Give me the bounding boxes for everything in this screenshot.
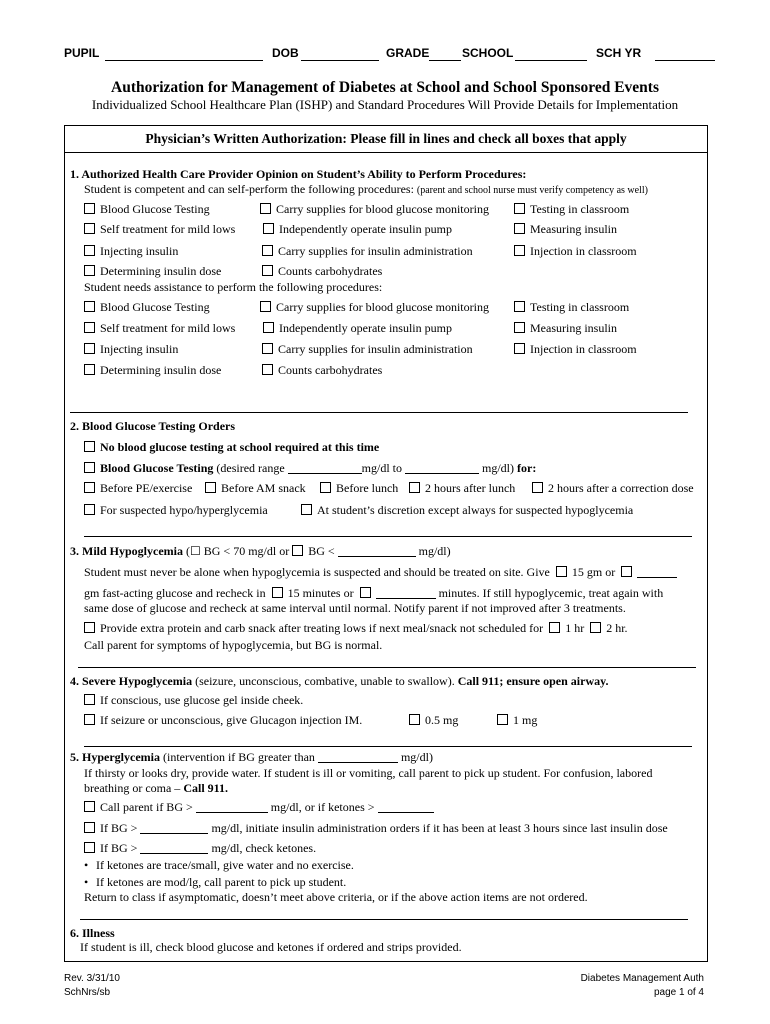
bullet-icon: • bbox=[84, 858, 89, 872]
checkbox[interactable] bbox=[84, 842, 95, 853]
checkbox[interactable] bbox=[262, 245, 273, 256]
fill-in-blank[interactable] bbox=[318, 752, 398, 763]
divider bbox=[84, 746, 692, 747]
divider bbox=[84, 536, 692, 537]
before-am-snack[interactable]: Before AM snack bbox=[205, 481, 306, 496]
checkbox[interactable] bbox=[260, 301, 271, 312]
section-6-heading: 6. Illness bbox=[70, 926, 115, 940]
pupil-label: PUPIL bbox=[64, 46, 100, 60]
competent-self-treat[interactable]: Self treatment for mild lows bbox=[84, 222, 235, 237]
section-5-heading: 5. Hyperglycemia (intervention if BG greater than mg/dl) bbox=[70, 750, 433, 764]
checkbox[interactable] bbox=[556, 566, 567, 577]
bg-testing-option[interactable]: Blood Glucose Testing (desired range mg/dl to mg/dl) for: bbox=[84, 461, 536, 476]
competent-testing-classroom[interactable]: Testing in classroom bbox=[514, 202, 629, 217]
box-title: Physician’s Written Authorization: Please fill in lines and check all boxes that apply bbox=[145, 131, 627, 146]
ketone-small: • If ketones are trace/small, give water and no exercise. bbox=[84, 858, 354, 872]
checkbox[interactable] bbox=[263, 322, 274, 333]
school-label: SCHOOL bbox=[462, 46, 514, 60]
section-1-heading: 1. Authorized Health Care Provider Opinion on Student’s Ability to Perform Procedures: bbox=[70, 167, 527, 181]
dob-label: DOB bbox=[272, 46, 299, 60]
revision-date: Rev. 3/31/10 bbox=[64, 973, 120, 984]
check-ketones-option[interactable]: If BG > mg/dl, check ketones. bbox=[84, 841, 316, 856]
checkbox[interactable] bbox=[272, 587, 283, 598]
section-3-heading: 3. Mild Hypoglycemia (☐ BG < 70 mg/dl or BG < mg/dl) bbox=[70, 544, 451, 558]
initials: SchNrs/sb bbox=[64, 987, 111, 998]
checkbox[interactable] bbox=[84, 223, 95, 234]
no-testing-option[interactable]: No blood glucose testing at school required at this time bbox=[84, 440, 379, 455]
assist-dose[interactable]: Determining insulin dose bbox=[84, 363, 221, 378]
after-correction[interactable]: 2 hours after a correction dose bbox=[532, 481, 694, 496]
checkbox[interactable] bbox=[84, 714, 95, 725]
call-parent-option[interactable]: Call parent if BG > mg/dl, or if ketones > bbox=[84, 800, 434, 815]
bullet-icon: • bbox=[84, 875, 89, 889]
sch-yr-label: SCH YR bbox=[596, 46, 642, 60]
checkbox[interactable] bbox=[84, 694, 95, 705]
checkbox[interactable] bbox=[549, 622, 560, 633]
fill-in-blank[interactable] bbox=[378, 802, 434, 813]
before-pe[interactable]: Before PE/exercise bbox=[84, 481, 192, 496]
before-lunch[interactable]: Before lunch bbox=[320, 481, 398, 496]
fill-in-blank[interactable] bbox=[140, 823, 208, 834]
checkbox[interactable] bbox=[84, 301, 95, 312]
assist-testing-classroom[interactable]: Testing in classroom bbox=[514, 300, 629, 315]
checkbox[interactable] bbox=[360, 587, 371, 598]
grade-label: GRADE bbox=[386, 46, 430, 60]
document-title: Authorization for Management of Diabetes at School and School Sponsored Events bbox=[111, 79, 659, 96]
competent-carry-insulin[interactable]: Carry supplies for insulin administration bbox=[262, 244, 473, 259]
checkbox[interactable] bbox=[84, 462, 95, 473]
fill-in-blank[interactable] bbox=[140, 843, 208, 854]
section-2-heading: 2. Blood Glucose Testing Orders bbox=[70, 419, 236, 433]
fill-in-blank[interactable] bbox=[405, 463, 479, 474]
competent-injecting[interactable]: Injecting insulin bbox=[84, 244, 178, 259]
fill-in-blank[interactable] bbox=[376, 588, 436, 599]
assist-bg-testing[interactable]: Blood Glucose Testing bbox=[84, 300, 210, 315]
assist-carbs[interactable]: Counts carbohydrates bbox=[262, 363, 382, 378]
checkbox[interactable] bbox=[292, 545, 303, 556]
competent-text: Student is competent and can self-perform the following procedures: (parent and school nurse must verify competency as well) bbox=[84, 182, 648, 196]
call-parent-text: Call parent for symptoms of hypoglycemia, but BG is normal. bbox=[84, 638, 383, 652]
checkbox[interactable] bbox=[84, 364, 95, 375]
competent-bg-testing[interactable]: Blood Glucose Testing bbox=[84, 202, 210, 217]
protein-option[interactable]: Provide extra protein and carb snack after treating lows if next meal/snack not scheduled for 1 hr 2 hr. bbox=[84, 621, 628, 636]
checkbox[interactable] bbox=[497, 714, 508, 725]
checkbox[interactable] bbox=[301, 504, 312, 515]
assist-measuring[interactable]: Measuring insulin bbox=[514, 321, 617, 336]
hyper-line-2: breathing or coma – Call 911. bbox=[84, 781, 228, 795]
assist-carry-insulin[interactable]: Carry supplies for insulin administration bbox=[262, 342, 473, 357]
suspected-option[interactable]: For suspected hypo/hyperglycemia bbox=[84, 503, 268, 518]
checkbox[interactable] bbox=[260, 203, 271, 214]
illness-text: If student is ill, check blood glucose and ketones if ordered and strips provided. bbox=[80, 940, 462, 954]
pupil-field[interactable] bbox=[105, 60, 263, 61]
page-number: page 1 of 4 bbox=[653, 987, 704, 998]
checkbox[interactable] bbox=[84, 245, 95, 256]
fill-in-blank[interactable] bbox=[338, 546, 416, 557]
insulin-orders-option[interactable]: If BG > mg/dl, initiate insulin administration orders if it has been at least 3 hours since last insulin dose bbox=[84, 821, 668, 836]
checkbox[interactable] bbox=[514, 343, 525, 354]
mild-line-1: Student must never be alone when hypoglycemia is suspected and should be treated on site. Give 15 gm or bbox=[84, 565, 677, 580]
checkbox[interactable] bbox=[205, 482, 216, 493]
checkbox[interactable] bbox=[532, 482, 543, 493]
checkbox[interactable] bbox=[84, 622, 95, 633]
assist-injecting[interactable]: Injecting insulin bbox=[84, 342, 178, 357]
checkbox[interactable] bbox=[84, 801, 95, 812]
divider bbox=[78, 667, 696, 668]
sch-yr-field[interactable] bbox=[655, 60, 715, 61]
fill-in-blank[interactable] bbox=[288, 463, 362, 474]
checkbox[interactable] bbox=[84, 504, 95, 515]
checkbox[interactable] bbox=[84, 203, 95, 214]
box-title-divider bbox=[64, 152, 708, 153]
assist-pump[interactable]: Independently operate insulin pump bbox=[263, 321, 452, 336]
fill-in-blank[interactable] bbox=[637, 567, 677, 578]
hyper-line-1: If thirsty or looks dry, provide water. If student is ill or vomiting, call parent to pick up student. For confusion, labored bbox=[84, 766, 653, 780]
dob-field[interactable] bbox=[301, 60, 379, 61]
competent-pump[interactable]: Independently operate insulin pump bbox=[263, 222, 452, 237]
checkbox[interactable] bbox=[514, 203, 525, 214]
competent-carry-bg[interactable]: Carry supplies for blood glucose monitoring bbox=[260, 202, 489, 217]
competent-carbs[interactable]: Counts carbohydrates bbox=[262, 264, 382, 279]
return-to-class: Return to class if asymptomatic, doesn’t meet above criteria, or if the above action items are not ordered. bbox=[84, 890, 588, 904]
assist-text: Student needs assistance to perform the following procedures: bbox=[84, 280, 383, 294]
checkbox[interactable] bbox=[263, 223, 274, 234]
assist-carry-bg[interactable]: Carry supplies for blood glucose monitoring bbox=[260, 300, 489, 315]
checkbox[interactable] bbox=[514, 223, 525, 234]
checkbox[interactable] bbox=[262, 364, 273, 375]
divider bbox=[80, 919, 688, 920]
checkbox[interactable] bbox=[84, 322, 95, 333]
mild-line-3: same dose of glucose and recheck at same interval until normal. Notify parent if not improved after 3 treatments. bbox=[84, 601, 626, 615]
competent-measuring[interactable]: Measuring insulin bbox=[514, 222, 617, 237]
glucagon-0-5mg[interactable]: 0.5 mg bbox=[409, 713, 458, 728]
mild-line-2: gm fast-acting glucose and recheck in 15 minutes or minutes. If still hypoglycemic, treat again with bbox=[84, 586, 664, 600]
fill-in-blank[interactable] bbox=[196, 802, 268, 813]
checkbox[interactable] bbox=[409, 482, 420, 493]
checkbox[interactable] bbox=[409, 714, 420, 725]
checkbox[interactable] bbox=[262, 265, 273, 276]
competent-injection-classroom[interactable]: Injection in classroom bbox=[514, 244, 637, 259]
ketone-mod: • If ketones are mod/lg, call parent to pick up student. bbox=[84, 875, 347, 889]
checkbox[interactable] bbox=[84, 343, 95, 354]
checkbox[interactable] bbox=[84, 441, 95, 452]
school-field[interactable] bbox=[515, 60, 587, 61]
checkbox[interactable] bbox=[84, 482, 95, 493]
glucose-gel-option[interactable]: If conscious, use glucose gel inside cheek. bbox=[84, 693, 303, 708]
assist-injection-classroom[interactable]: Injection in classroom bbox=[514, 342, 637, 357]
glucagon-option[interactable]: If seizure or unconscious, give Glucagon injection IM. bbox=[84, 713, 362, 728]
glucagon-1mg[interactable]: 1 mg bbox=[497, 713, 537, 728]
document-name: Diabetes Management Auth bbox=[580, 973, 704, 984]
checkbox[interactable] bbox=[84, 822, 95, 833]
grade-field[interactable] bbox=[429, 60, 461, 61]
assist-self-treat[interactable]: Self treatment for mild lows bbox=[84, 321, 235, 336]
checkbox[interactable] bbox=[262, 343, 273, 354]
after-lunch[interactable]: 2 hours after lunch bbox=[409, 481, 515, 496]
checkbox[interactable] bbox=[320, 482, 331, 493]
section-4-heading: 4. Severe Hypoglycemia (seizure, unconscious, combative, unable to swallow). Call 911; ensure open airway. bbox=[70, 674, 609, 688]
document-subtitle: Individualized School Healthcare Plan (ISHP) and Standard Procedures Will Provide Details for Implementation bbox=[91, 97, 679, 112]
competent-dose[interactable]: Determining insulin dose bbox=[84, 264, 221, 279]
checkbox[interactable] bbox=[514, 245, 525, 256]
checkbox[interactable] bbox=[621, 566, 632, 577]
checkbox[interactable] bbox=[590, 622, 601, 633]
discretion-option[interactable]: At student’s discretion except always for suspected hypoglycemia bbox=[301, 503, 633, 518]
checkbox[interactable] bbox=[514, 301, 525, 312]
checkbox[interactable] bbox=[514, 322, 525, 333]
checkbox[interactable] bbox=[84, 265, 95, 276]
divider bbox=[70, 412, 688, 413]
